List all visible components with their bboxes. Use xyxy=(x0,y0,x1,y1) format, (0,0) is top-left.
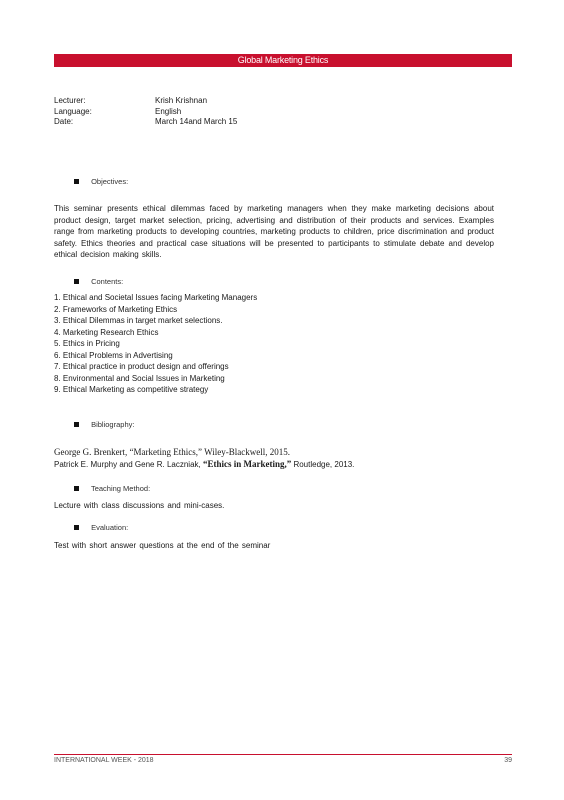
info-label: Date: xyxy=(54,117,74,126)
square-bullet-icon xyxy=(74,486,79,491)
teaching-method-heading xyxy=(74,484,150,493)
footer-label: INTERNATIONAL WEEK - 2018 xyxy=(54,757,154,764)
list-item: 9. Ethical Marketing as competitive strategy xyxy=(54,385,209,394)
square-bullet-icon xyxy=(74,525,79,530)
section-heading-text: Objectives: xyxy=(91,177,129,186)
page-title: Global Marketing Ethics xyxy=(237,55,329,65)
info-label: Language: xyxy=(54,106,92,116)
info-value: English xyxy=(155,106,182,116)
bibliography-list xyxy=(54,446,514,471)
info-value: March 14and March 15 xyxy=(155,117,238,126)
section-heading-text: Teaching Method: xyxy=(90,484,151,493)
ref-authors: Patrick E. Murphy and Gene R. Laczniak, xyxy=(54,460,203,469)
evaluation-text: Test with short answer questions at the end of the seminar xyxy=(54,541,271,550)
section-heading-text: Contents: xyxy=(91,277,124,286)
square-bullet-icon xyxy=(74,422,79,427)
bibliography-ref-2 xyxy=(54,458,514,471)
page-number: 39 xyxy=(504,757,512,764)
list-item: 1. Ethical and Societal Issues facing Marketing Managers xyxy=(54,293,258,302)
objectives-heading xyxy=(74,177,128,186)
ref-publisher: Routledge, 2013. xyxy=(291,460,355,469)
info-label: Lecturer: xyxy=(54,96,86,105)
bibliography-ref-1: George G. Brenkert, “Marketing Ethics,” Wiley-Blackwell, 2015. xyxy=(54,447,290,457)
list-item: 4. Marketing Research Ethics xyxy=(54,327,159,337)
bibliography-heading xyxy=(74,420,134,429)
ref-title: “Ethics in Marketing,” xyxy=(202,459,292,469)
square-bullet-icon xyxy=(74,179,79,184)
square-bullet-icon xyxy=(74,279,79,284)
footer-divider xyxy=(54,754,512,755)
objectives-text: This seminar presents ethical dilemmas faced by marketing managers when they make marketing decisions about product design, target market selection, pricing, advertising and distribution of their products and services. Examples range from marketing products to developing countries, marketing products to children, price discrimination and product safety. Ethics theories and practical case situations will be presented to participants to stimulate debate and develop ethical decision making skills. xyxy=(54,204,494,259)
page-title-bar xyxy=(54,54,512,67)
info-value: Krish Krishnan xyxy=(155,96,208,105)
contents-heading xyxy=(74,277,123,286)
section-heading-text: Evaluation: xyxy=(91,523,129,532)
evaluation-heading xyxy=(74,523,128,532)
list-item: 2. Frameworks of Marketing Ethics xyxy=(54,304,178,314)
contents-list xyxy=(54,292,257,396)
list-item: 8. Environmental and Social Issues in Marketing xyxy=(54,373,225,383)
list-item: 5. Ethics in Pricing xyxy=(54,339,120,348)
list-item: 6. Ethical Problems in Advertising xyxy=(54,350,173,360)
list-item: 7. Ethical practice in product design and offerings xyxy=(54,362,229,371)
list-item: 3. Ethical Dilemmas in target market selections. xyxy=(54,316,223,325)
teaching-method-text: Lecture with class discussions and mini-cases. xyxy=(54,501,225,510)
section-heading-text: Bibliography: xyxy=(91,420,135,429)
